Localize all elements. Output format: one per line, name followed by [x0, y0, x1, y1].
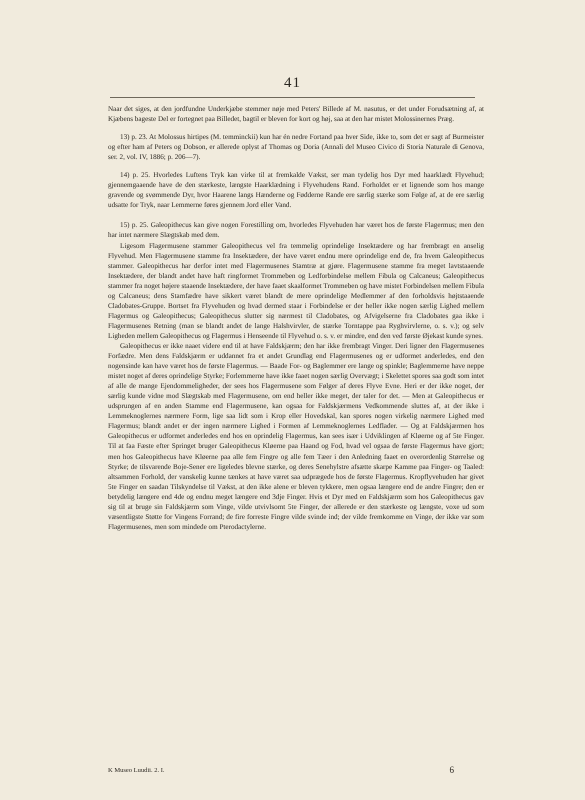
paragraph: 15) p. 25. Galeopithecus kan give nogen Forestilling om, hvorledes Flyvehuden har været hos de første Flagermus; men den har intet nærmere Slægtskab med dem.: [108, 221, 484, 240]
paragraph: Ligesom Flagermusene stammer Galeopithecus vel fra temmelig oprindelige Insektædere og har frembragt en anselig Flyvehud. Men Flagermusene stamme fra Insektædere, der have været endnu mere oprindelige end de, fra hvem Galeopithecus stammer. Galeopithecus har derfor intet med Flagermusenes Stamtræ at gjøre. Flagermusene stamme fra meget lavtstaaende Insektædere, der blandt andet have haft ringformet Trommeben og Ledforbindelse mellem Fibula og Calcaneus; Galeopithecus stammer fra noget højere staaende Insektædere, der have faaet skaalformet Trommeben og have mistet Forbindelsen mellem Fibula og Calcaneus; dens Stamfædre have sikkert været blandt de mere oprindelige Medlemmer af den forholdsvis højtstaaende Cladobates-Gruppe. Bortset fra Flyvehuden og hvad dermed staar i Forbindelse er der heller ikke nogen særlig Lighed mellem Flagermus og Galeopithecus; Galeopithecus slutter sig nærmest til Cladobates, og Afvigelserne fra Cladobates gaa ikke i Flagermusenes Retning (man se blandt andet de lange Halshvirvler, de stærke Torntappe paa Ryghvirvlerne, o. s. v.); og selv Ligheden mellem Galeopithecus og Flagermus i Henseende til Flyvehud o. s. v. er mindre, end den ved første Øjekast kunde synes.: [108, 241, 484, 340]
paragraph: Naar det siges, at den jordfundne Underkjæbe stemmer nøje med Peters' Billede af M. nasutus, er det under Forudsætning af, at Kjæbens bageste Del er fortegnet paa Billedet, bagtil er bleven for kort og høj, saa at den har mistet Molossinernes Præg.: [108, 105, 484, 124]
paragraph: 13) p. 23. At Molossus hirtipes (M. temminckii) kun har én nedre Fortand paa hver Side, ikke to, som det er sagt af Burmeister og efter ham af Peters og Dobson, er allerede oplyst af Thomas og Doria (Annali del Museo Civico di Storia Naturale di Genova, ser. 2, vol. IV, 1886; p. 206—7).: [108, 133, 484, 162]
paragraph: Galeopithecus er ikke naaet videre end til at have Faldskjærm; den har ikke frembragt Vinger. Deri ligner den Flagermusenes Forfædre. Men dens Faldskjærm er uddannet fra et andet Grundlag end Flagermusenes og er udformet anderledes, end den nogensinde kan have været hos de første Flagermus. — Baade For- og Baglemmer ere lange og spinkle; Baglemmerne have neppe mistet noget af deres oprindelige Styrke; Forlemmerne have ikke faaet nogen særlig Overvægt; i Skelettet spores saa godt som intet af alle de mange Ejendommeligheder, der sees hos Flagermusene som Følger af deres Flyve Evne. Heri er der ikke noget, der særlig kunde vidne mod Slægtskab med Flagermusene, om end heller ikke meget, der taler for det. — Men at Galeopithecus er udsprungen af en anden Stamme end Flagermusene, kan ogsaa for Faldskjærmens Vedkommende sluttes af, at der ikke i Lemmeknoglernes nærmere Form, lige saa lidt som i Krop eller Hovedskal, kan spores nogen virkelig nærmere Lighed med Flagermus; blandt andet er der ingen nærmere Lighed i Formen af Lemmeknoglernes Ledflader. — Og at Faldskjærmen hos Galeopithecus er udformet anderledes end hos en oprindelig Flagermus, kan sees især i Udviklingen af Kløerne og af 5te Finger. Til at faa Fæste efter Springet bruger Galeopithecus Kløerne paa Haand og Fod, hvad vel ogsaa de første Flagermus have gjort; men hos Galeopithecus have Kløerne paa alle fem Fingre og alle fem Tæer i den Anledning faaet en overordenlig Størrelse og Styrke; de tilsvarende Boje-Sener ere ligeledes blevne stærke, og deres Senehylstre afsætte skarpe Kamme paa Finger- og Taaled: altsammen Forhold, der vanskelig kunne tænkes at have været saa udprægede hos de første Flagermus. Kropflyvehuden har givet 5te Finger en saadan Tilskyndelse til Vækst, at den ikke alene er bleven tykkere, men ogsaa længere end de andre Fingre; den er betydelig længere end 4de og endnu meget længere end 3dje Finger. Hvis et Dyr med en Faldskjærm som hos Galeopithecus gav sig til at bruge sin Faldskjærm som Vinge, vilde utvivlsomt 5te Finger, der allerede er den stærkeste og længste, voxe ud som væsentligste Støtte for Vingens Forrand; de fire forreste Fingre vilde svinde ind; der vilde fremkomme en Vinge, der ikke var som Flagermusenes, men som mindede om Pterodactylerne.: [108, 341, 484, 531]
page-footer: [108, 767, 484, 775]
body-text: [108, 104, 484, 532]
paragraph: 14) p. 25. Hvorledes Luftens Tryk kan virke til at fremkalde Vækst, ser man tydelig hos Dyr med haarklædt Flyvehud; gjennemgaaende have de den stærkeste, længste Haarklædning i Flyvehudens Rand. Forholdet er et lignende som hos mange gravende og svømmende Dyr, hvor Haarene langs Hænderne og Fødderne Rande ere særlig stærke som Følge af, at de ere særlig udsatte for Tryk, naar Lemmerne føres gjennem Jord eller Vand.: [108, 171, 484, 210]
footer-signature-left: K Museo Luudii. 2. I.: [108, 767, 165, 774]
header-rule: [110, 97, 475, 98]
page-number: 41: [284, 75, 301, 91]
footer-signature-number: 6: [449, 765, 454, 775]
